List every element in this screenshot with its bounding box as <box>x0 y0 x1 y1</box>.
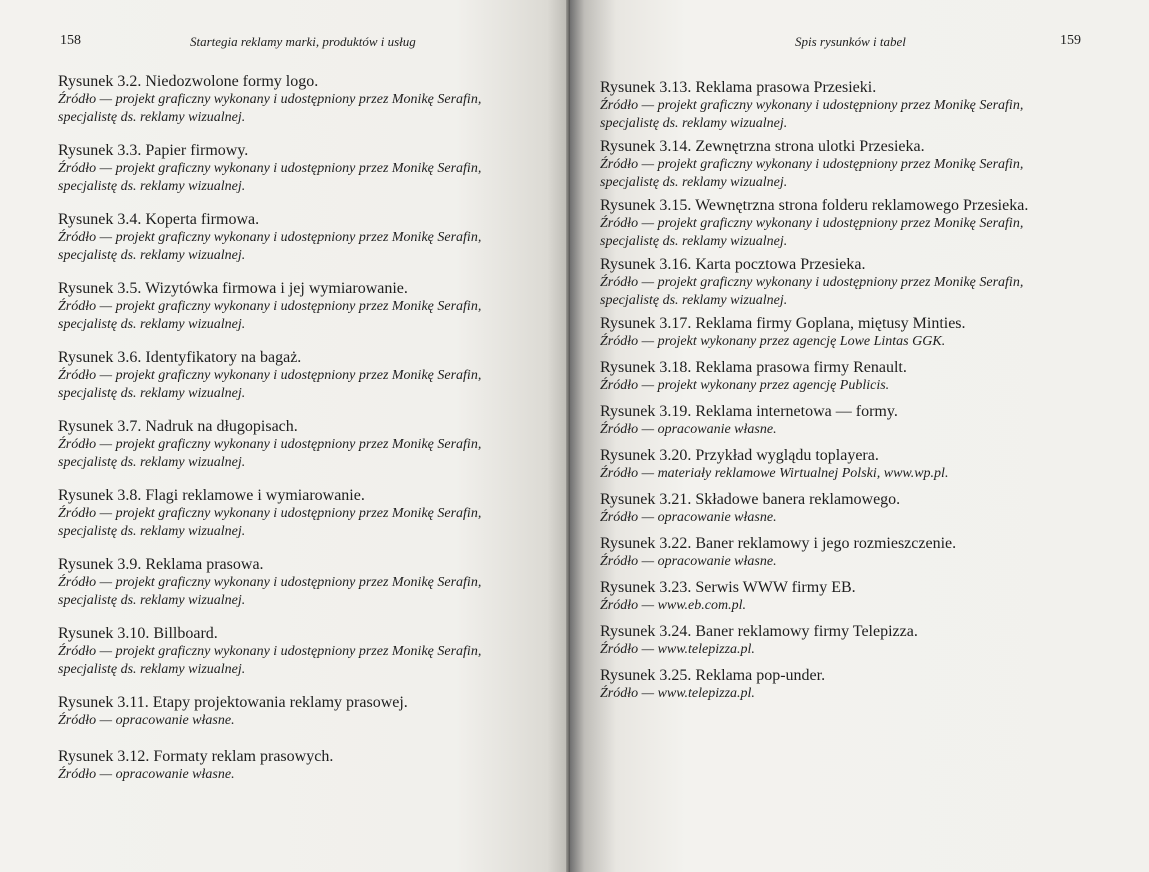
figure-caption: Rysunek 3.18. Reklama prasowa firmy Renault. <box>600 359 907 376</box>
figure-source: Źródło — projekt graficzny wykonany i udostępniony przez Monikę Serafin, <box>600 157 1024 172</box>
figure-source: Źródło — projekt graficzny wykonany i udostępniony przez Monikę Serafin, <box>58 506 482 521</box>
figure-caption: Rysunek 3.22. Baner reklamowy i jego rozmieszczenie. <box>600 535 957 552</box>
figure-source: Źródło — www.eb.com.pl. <box>600 598 746 613</box>
figure-source: specjalistę ds. reklamy wizualnej. <box>58 455 246 470</box>
figure-source: Źródło — opracowanie własne. <box>58 767 235 782</box>
figure-source: Źródło — projekt graficzny wykonany i udostępniony przez Monikę Serafin, <box>58 368 482 383</box>
figure-caption: Rysunek 3.20. Przykład wyglądu toplayera. <box>600 447 879 464</box>
figure-entry <box>600 255 1120 314</box>
figure-entry <box>58 417 548 486</box>
figure-source: specjalistę ds. reklamy wizualnej. <box>58 662 246 677</box>
running-head: Startegia reklamy marki, produktów i usług <box>190 34 416 49</box>
figure-caption: Rysunek 3.23. Serwis WWW firmy EB. <box>600 579 856 596</box>
figure-source: Źródło — projekt wykonany przez agencję Publicis. <box>600 378 890 393</box>
figure-caption: Rysunek 3.16. Karta pocztowa Przesieka. <box>600 256 866 273</box>
figure-source: specjalistę ds. reklamy wizualnej. <box>58 110 246 125</box>
figure-caption: Rysunek 3.12. Formaty reklam prasowych. <box>58 748 334 765</box>
figure-source: specjalistę ds. reklamy wizualnej. <box>600 175 788 190</box>
figure-caption: Rysunek 3.25. Reklama pop-under. <box>600 667 826 684</box>
figure-entry <box>600 78 1120 137</box>
figure-list <box>58 72 548 801</box>
figure-source: Źródło — projekt graficzny wykonany i udostępniony przez Monikę Serafin, <box>58 161 482 176</box>
figure-source: specjalistę ds. reklamy wizualnej. <box>58 179 246 194</box>
figure-entry <box>58 279 548 348</box>
figure-entry <box>600 534 1120 578</box>
figure-entry <box>600 666 1120 710</box>
figure-caption: Rysunek 3.3. Papier firmowy. <box>58 142 249 159</box>
figure-caption: Rysunek 3.11. Etapy projektowania reklamy prasowej. <box>58 694 408 711</box>
figure-caption: Rysunek 3.15. Wewnętrzna strona folderu reklamowego Przesieka. <box>600 197 1029 214</box>
figure-entry <box>600 446 1120 490</box>
figure-source: specjalistę ds. reklamy wizualnej. <box>600 293 788 308</box>
figure-source: specjalistę ds. reklamy wizualnej. <box>58 593 246 608</box>
figure-source: Źródło — www.telepizza.pl. <box>600 642 755 657</box>
figure-caption: Rysunek 3.17. Reklama firmy Goplana, miętusy Minties. <box>600 315 966 332</box>
figure-source: Źródło — projekt wykonany przez agencję Lowe Lintas GGK. <box>600 334 946 349</box>
figure-source: specjalistę ds. reklamy wizualnej. <box>58 317 246 332</box>
figure-source: Źródło — opracowanie własne. <box>600 422 777 437</box>
figure-source: Źródło — opracowanie własne. <box>600 554 777 569</box>
figure-entry <box>600 490 1120 534</box>
figure-entry <box>58 693 548 747</box>
figure-source: Źródło — projekt graficzny wykonany i udostępniony przez Monikę Serafin, <box>58 92 482 107</box>
figure-caption: Rysunek 3.24. Baner reklamowy firmy Telepizza. <box>600 623 918 640</box>
figure-entry <box>58 348 548 417</box>
figure-caption: Rysunek 3.14. Zewnętrzna strona ulotki Przesieka. <box>600 138 925 155</box>
figure-entry <box>600 578 1120 622</box>
figure-entry <box>58 210 548 279</box>
figure-entry <box>600 137 1120 196</box>
figure-source: Źródło — opracowanie własne. <box>600 510 777 525</box>
figure-source: specjalistę ds. reklamy wizualnej. <box>600 234 788 249</box>
figure-caption: Rysunek 3.21. Składowe banera reklamowego. <box>600 491 901 508</box>
figure-entry <box>600 358 1120 402</box>
figure-source: Źródło — materiały reklamowe Wirtualnej Polski, www.wp.pl. <box>600 466 949 481</box>
page-number: 159 <box>1060 33 1081 48</box>
figure-list <box>600 78 1120 710</box>
figure-caption: Rysunek 3.7. Nadruk na długopisach. <box>58 418 298 435</box>
figure-source: Źródło — opracowanie własne. <box>58 713 235 728</box>
figure-caption: Rysunek 3.10. Billboard. <box>58 625 218 642</box>
figure-entry <box>600 314 1120 358</box>
figure-caption: Rysunek 3.5. Wizytówka firmowa i jej wymiarowanie. <box>58 280 408 297</box>
figure-source: specjalistę ds. reklamy wizualnej. <box>600 116 788 131</box>
figure-source: Źródło — www.telepizza.pl. <box>600 686 755 701</box>
figure-entry <box>58 141 548 210</box>
figure-entry <box>58 555 548 624</box>
figure-entry <box>600 402 1120 446</box>
figure-source: Źródło — projekt graficzny wykonany i udostępniony przez Monikę Serafin, <box>58 437 482 452</box>
figure-source: Źródło — projekt graficzny wykonany i udostępniony przez Monikę Serafin, <box>600 216 1024 231</box>
figure-source: Źródło — projekt graficzny wykonany i udostępniony przez Monikę Serafin, <box>600 275 1024 290</box>
left-page <box>0 0 570 872</box>
figure-source: Źródło — projekt graficzny wykonany i udostępniony przez Monikę Serafin, <box>58 575 482 590</box>
figure-caption: Rysunek 3.9. Reklama prasowa. <box>58 556 264 573</box>
page-number: 158 <box>60 33 81 48</box>
figure-source: specjalistę ds. reklamy wizualnej. <box>58 248 246 263</box>
figure-source: Źródło — projekt graficzny wykonany i udostępniony przez Monikę Serafin, <box>58 644 482 659</box>
figure-caption: Rysunek 3.19. Reklama internetowa — formy. <box>600 403 898 420</box>
figure-source: Źródło — projekt graficzny wykonany i udostępniony przez Monikę Serafin, <box>600 98 1024 113</box>
figure-caption: Rysunek 3.2. Niedozwolone formy logo. <box>58 73 319 90</box>
figure-source: Źródło — projekt graficzny wykonany i udostępniony przez Monikę Serafin, <box>58 230 482 245</box>
figure-caption: Rysunek 3.4. Koperta firmowa. <box>58 211 260 228</box>
figure-entry <box>600 196 1120 255</box>
right-page <box>570 0 1149 872</box>
figure-caption: Rysunek 3.6. Identyfikatory na bagaż. <box>58 349 302 366</box>
figure-entry <box>58 624 548 693</box>
figure-entry <box>600 622 1120 666</box>
figure-source: specjalistę ds. reklamy wizualnej. <box>58 386 246 401</box>
figure-caption: Rysunek 3.8. Flagi reklamowe i wymiarowanie. <box>58 487 365 504</box>
figure-entry <box>58 72 548 141</box>
running-head: Spis rysunków i tabel <box>795 34 906 49</box>
figure-source: specjalistę ds. reklamy wizualnej. <box>58 524 246 539</box>
figure-entry <box>58 486 548 555</box>
figure-caption: Rysunek 3.13. Reklama prasowa Przesieki. <box>600 79 877 96</box>
figure-entry <box>58 747 548 801</box>
figure-source: Źródło — projekt graficzny wykonany i udostępniony przez Monikę Serafin, <box>58 299 482 314</box>
